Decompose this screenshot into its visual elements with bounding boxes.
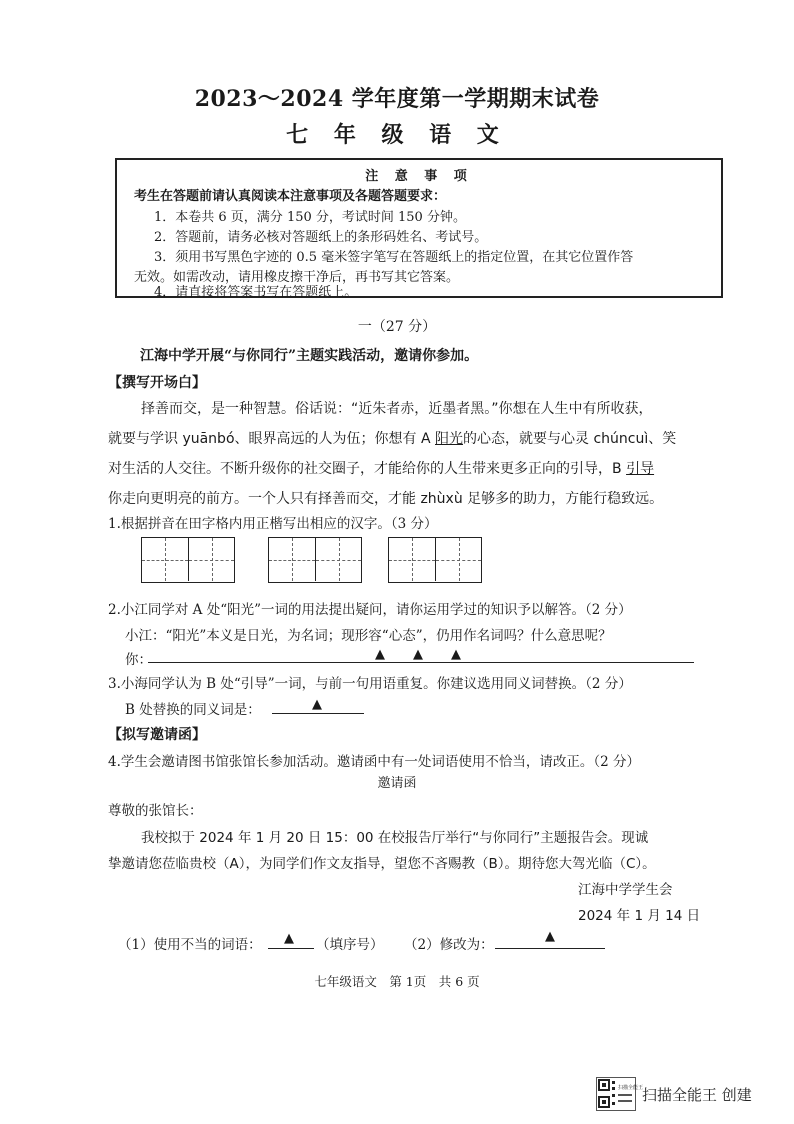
part-heading-opening: 【撰写开场白】: [108, 375, 206, 391]
passage-line: 择善而交，是一种智慧。俗话说：“近朱者赤，近墨者黑。”你想在人生中有所收获，: [141, 401, 653, 417]
question-2-you-label: 你：: [125, 652, 152, 668]
grid-cell[interactable]: [142, 538, 188, 581]
grid-cell[interactable]: [188, 538, 234, 581]
passage-text: 对生活的人交往。不断升级你的社交圈子，才能给你的人生带来更多正向的引导，B: [108, 461, 627, 477]
letter-body: 我校拟于 2024 年 1 月 20 日 15：00 在校报告厅举行“与你同行”主题报告会。现诚: [141, 830, 649, 846]
scanner-watermark-text: 扫描全能王 创建: [642, 1085, 752, 1104]
answer-triangle-icon: ▲: [545, 929, 555, 944]
notice-item: 1．本卷共 6 页，满分 150 分，考试时间 150 分钟。: [154, 210, 466, 225]
notice-intro: 考生在答题前请认真阅读本注意事项及各题答题要求：: [134, 189, 447, 204]
sub-question-1-hint: （填序号）: [316, 937, 384, 953]
notice-box: [115, 158, 723, 298]
answer-triangle-icon: ▲: [284, 931, 294, 946]
notice-item: 2．答题前，请务必核对答题纸上的条形码姓名、考试号。: [154, 230, 488, 245]
letter-signature: 江海中学学生会: [578, 882, 673, 898]
grid-cell[interactable]: [389, 538, 435, 581]
part-heading-invitation: 【拟写邀请函】: [108, 727, 206, 743]
section-lead: 江海中学开展“与你同行”主题实践活动，邀请你参加。: [140, 348, 479, 364]
grid-cell[interactable]: [435, 538, 481, 581]
answer-triangle-icon: ▲: [451, 647, 461, 662]
qr-code-icon: [596, 1077, 644, 1111]
question-3-answer-label: B 处替换的同义词是：: [125, 702, 261, 718]
letter-body: 挚邀请您莅临贵校（A），为同学们作文友指导，望您不吝赐教（B）。期待您大驾光临（C）。: [108, 856, 656, 872]
passage-text: 的心态，就要与心灵 chúncuì、笑: [463, 431, 677, 447]
notice-item: 4．请直接将答案书写在答题纸上。: [154, 285, 358, 300]
answer-triangle-icon: ▲: [413, 647, 423, 662]
question-4: 4.学生会邀请图书馆张馆长参加活动。邀请函中有一处词语使用不恰当，请改正。（2 分）: [108, 754, 641, 770]
question-2: 2.小江同学对 A 处“阳光”一词的用法提出疑问，请你运用学过的知识予以解答。（2 分）: [108, 602, 632, 618]
answer-line[interactable]: [268, 948, 314, 949]
section-heading: 一（27 分）: [357, 319, 437, 335]
page-footer: 七年级语文 第 1页 共 6 页: [314, 974, 480, 989]
exam-subject: 七 年 级 语 文: [286, 122, 508, 148]
sub-question-2-label: （2）修改为：: [404, 937, 494, 953]
question-1: 1.根据拼音在田字格内用正楷写出相应的汉字。（3 分）: [108, 516, 438, 532]
exam-title: 2023～2024 学年度第一学期期末试卷: [194, 86, 600, 112]
answer-triangle-icon: ▲: [312, 697, 322, 712]
answer-line[interactable]: [272, 713, 364, 714]
question-3: 3.小海同学认为 B 处“引导”一词，与前一句用语重复。你建议选用同义词替换。（2 分）: [108, 676, 632, 692]
letter-title: 邀请函: [377, 776, 417, 791]
qr-graphic: [597, 1078, 644, 1110]
grid-cell[interactable]: [269, 538, 315, 581]
character-grid[interactable]: [268, 537, 362, 583]
sub-question-1-label: （1）使用不当的词语：: [118, 937, 262, 953]
character-grid[interactable]: [388, 537, 482, 583]
marked-word-a: 阳光: [435, 431, 463, 447]
question-2-dialog: 小江：“阳光”本义是日光，为名词；现形容“心态”，仍用作名词吗？什么意思呢？: [125, 628, 612, 644]
passage-line: [108, 428, 676, 448]
marked-word-b: 引导: [626, 461, 655, 477]
passage-text: 就要与学识 yuānbó、眼界高远的人为伍；你想有 A: [108, 431, 435, 447]
notice-item: 3．须用书写黑色字迹的 0.5 毫米签字笔写在答题纸上的指定位置，在其它位置作答: [154, 250, 634, 265]
passage-line: [108, 458, 654, 478]
answer-triangle-icon: ▲: [375, 647, 385, 662]
answer-line[interactable]: [495, 948, 605, 949]
qr-label: 扫描全能王: [618, 1085, 644, 1091]
letter-salutation: 尊敬的张馆长：: [108, 803, 203, 819]
character-grid[interactable]: [141, 537, 235, 583]
answer-line[interactable]: [148, 662, 694, 663]
letter-date: 2024 年 1 月 14 日: [578, 908, 701, 924]
notice-item: 无效。如需改动，请用橡皮擦干净后，再书写其它答案。: [134, 270, 460, 285]
passage-line: 你走向更明亮的前方。一个人只有择善而交，才能 zhùxù 足够多的助力，方能行稳致远。: [108, 491, 664, 507]
grid-cell[interactable]: [315, 538, 361, 581]
notice-heading: 注 意 事 项: [365, 169, 473, 184]
scanner-watermark: [596, 1077, 752, 1111]
